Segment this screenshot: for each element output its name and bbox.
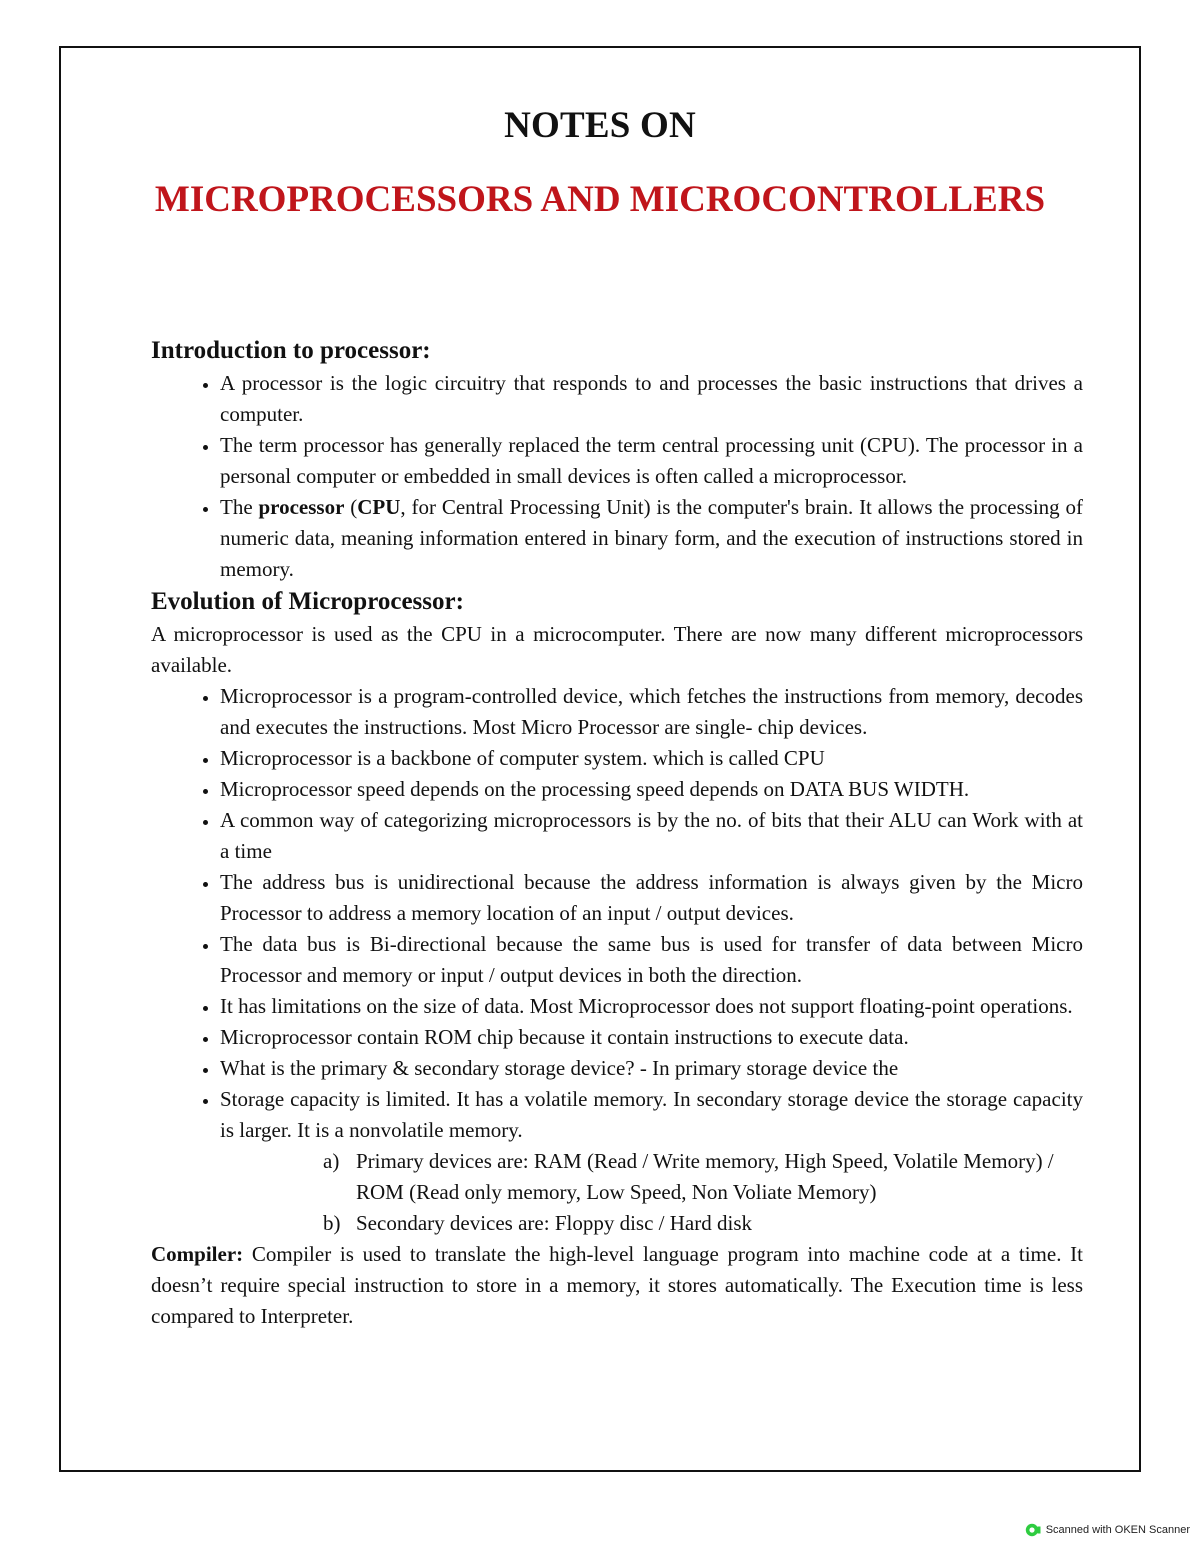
list-item: • A common way of categorizing microprocessors is by the no. of bits that their ALU can Work with at a time: [220, 805, 1083, 867]
page-subtitle: MICROPROCESSORS AND MICROCONTROLLERS: [154, 179, 1046, 220]
scanner-text: Scanned with OKEN Scanner: [1045, 1524, 1190, 1536]
text-run: The: [220, 495, 259, 519]
compiler-text: Compiler is used to translate the high-level language program into machine code at a time. It doesn’t require special instruction to store in a memory, it stores automatically. The Execution time is less compared to Interpreter.: [151, 1242, 1083, 1328]
text-run: , for Central Processing Unit) is the computer's brain. It allows the processing of numeric data, meaning information entered in binary form, and the execution of instructions stored in memory.: [220, 495, 1083, 581]
scanner-logo-icon: [1025, 1522, 1041, 1538]
storage-devices-sublist: [151, 1146, 1083, 1239]
list-item: • Microprocessor is a backbone of computer system. which is called CPU: [220, 743, 1083, 774]
list-item: • A processor is the logic circuitry that responds to and processes the basic instructions that drives a computer.: [220, 368, 1083, 430]
sublist-text: Primary devices are: RAM (Read / Write memory, High Speed, Volatile Memory) / ROM (Read only memory, Low Speed, Non Voliate Memory): [356, 1149, 1054, 1204]
sublist-item: [323, 1146, 1083, 1208]
list-item: • Microprocessor is a program-controlled device, which fetches the instructions from memory, decodes and executes the instructions. Most Micro Processor are single- chip devices.: [220, 681, 1083, 743]
list-item: • Storage capacity is limited. It has a volatile memory. In secondary storage device the storage capacity is larger. It is a nonvolatile memory.: [220, 1084, 1083, 1146]
document-body: [151, 334, 1083, 1332]
text-run: (: [344, 495, 358, 519]
sublist-marker: b): [323, 1211, 341, 1235]
sublist-marker: a): [323, 1149, 340, 1173]
scanner-watermark: [1025, 1522, 1190, 1538]
introduction-bullet-list: [151, 368, 1083, 585]
sublist-item: [323, 1208, 1083, 1239]
sublist-text: Secondary devices are: Floppy disc / Hard disk: [356, 1211, 752, 1235]
compiler-paragraph: [151, 1239, 1083, 1332]
list-item: • The data bus is Bi-directional because the same bus is used for transfer of data between Micro Processor and memory or input / output devices in both the direction.: [220, 929, 1083, 991]
list-item: • The address bus is unidirectional because the address information is always given by the Micro Processor to address a memory location of an input / output devices.: [220, 867, 1083, 929]
section-heading-introduction: Introduction to processor:: [151, 337, 431, 364]
compiler-label: Compiler:: [151, 1242, 244, 1266]
bold-term-cpu: CPU: [357, 495, 401, 519]
evolution-bullet-list: [151, 681, 1083, 1146]
evolution-intro-paragraph: A microprocessor is used as the CPU in a microcomputer. There are now many different microprocessors available.: [151, 622, 1083, 677]
section-heading-evolution: Evolution of Microprocessor:: [151, 588, 464, 615]
list-item: • The term processor has generally replaced the term central processing unit (CPU). The processor in a personal computer or embedded in small devices is often called a microprocessor.: [220, 430, 1083, 492]
bold-term-processor: processor: [258, 495, 345, 519]
list-item: • Microprocessor contain ROM chip because it contain instructions to execute data.: [220, 1022, 1083, 1053]
list-item: • It has limitations on the size of data. Most Microprocessor does not support floating-point operations.: [220, 991, 1083, 1022]
list-item: • What is the primary & secondary storage device? - In primary storage device the: [220, 1053, 1083, 1084]
page-title: NOTES ON: [504, 105, 696, 146]
list-item: [220, 492, 1083, 585]
list-item: • Microprocessor speed depends on the processing speed depends on DATA BUS WIDTH.: [220, 774, 1083, 805]
